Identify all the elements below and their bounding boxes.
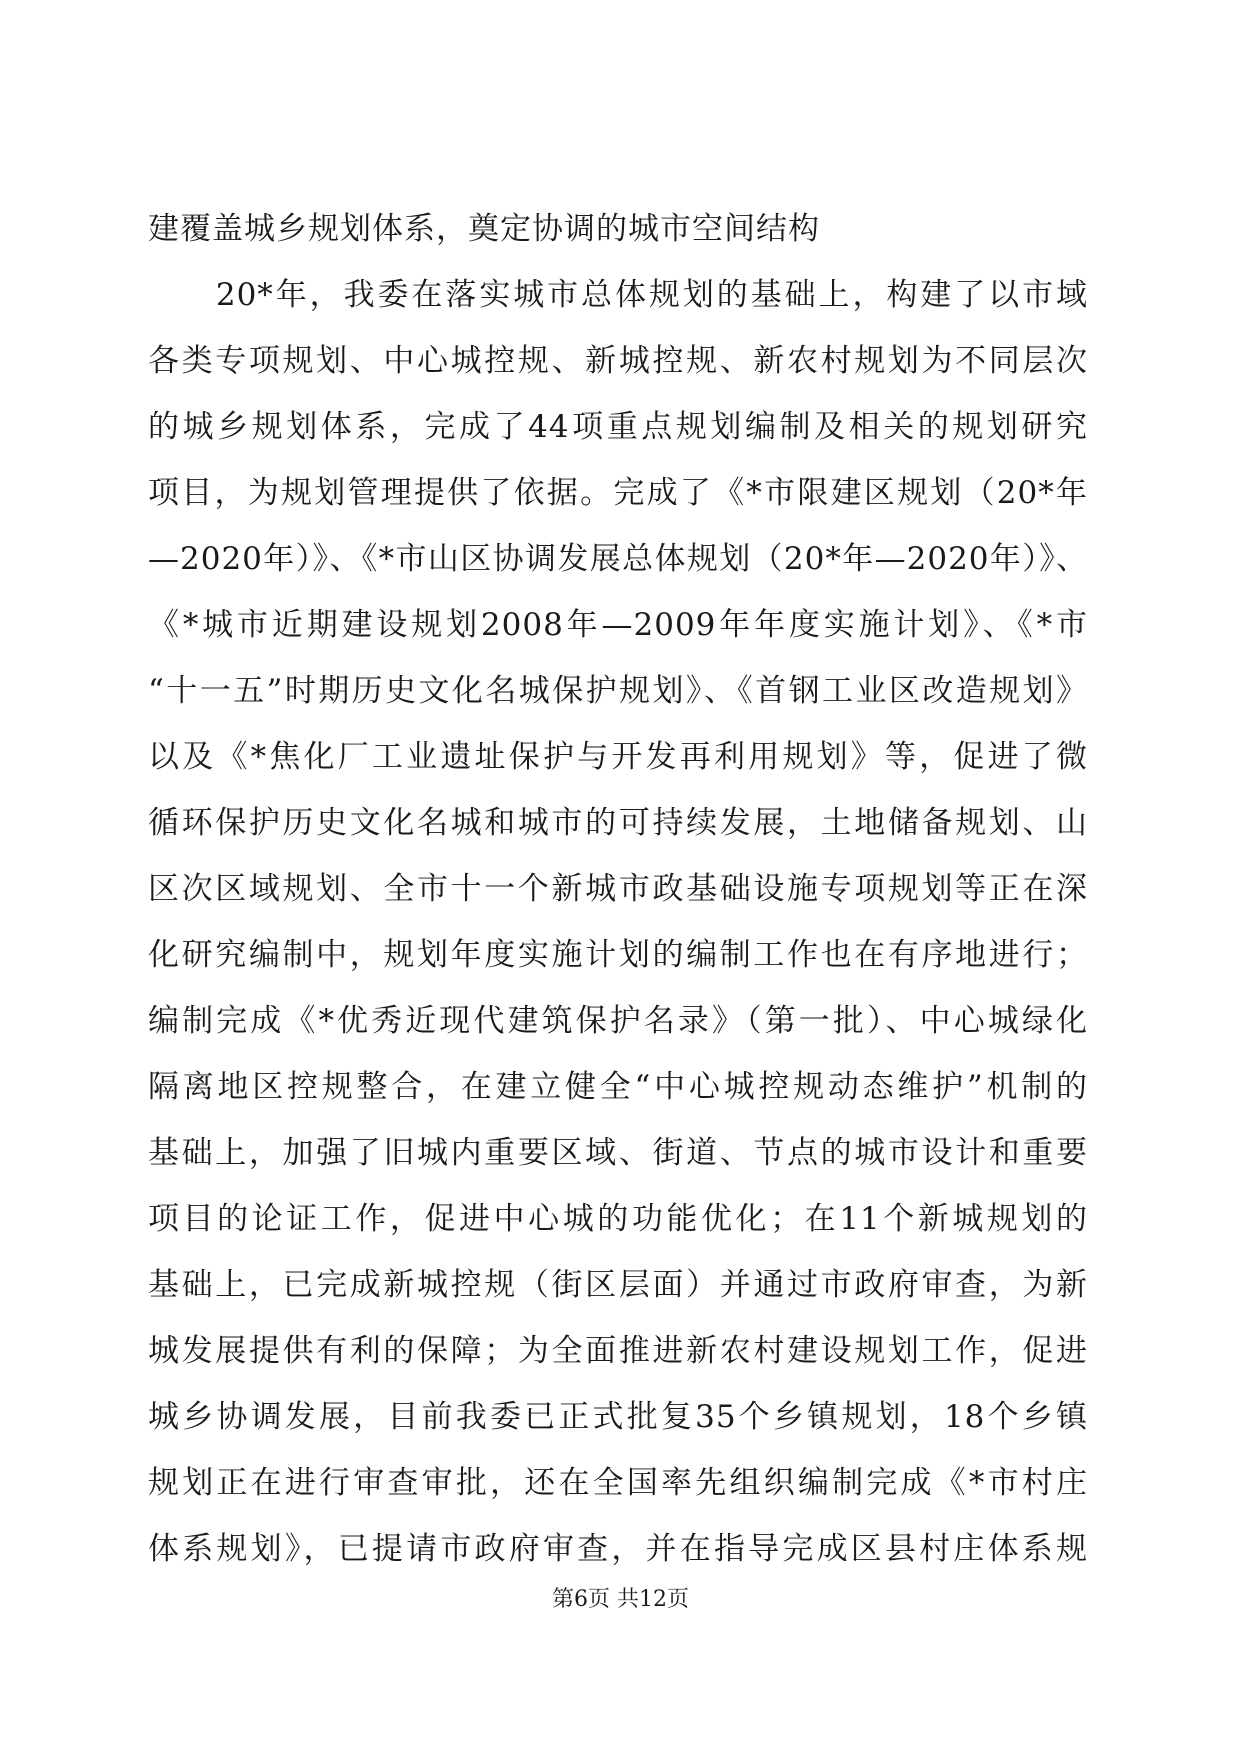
body-text-line: 各类专项规划、中心城控规、新城控规、新农村规划为不同层次 [148,343,1088,379]
body-text-line: 化研究编制中，规划年度实施计划的编制工作也在有序地进行； [148,937,1088,973]
body-text-line: 20*年，我委在落实城市总体规划的基础上，构建了以市域 [148,277,1088,313]
body-text-line: 隔离地区控规整合，在建立健全“中心城控规动态维护”机制的 [148,1069,1088,1105]
body-text-line: 编制完成《*优秀近现代建筑保护名录》（第一批）、中心城绿化 [148,1003,1088,1039]
page-footer: 第6页 共12页 [552,1587,689,1612]
section-heading: 建覆盖城乡规划体系，奠定协调的城市空间结构 [148,211,820,247]
body-text-line: 城乡协调发展，目前我委已正式批复35个乡镇规划，18个乡镇 [148,1399,1088,1435]
body-text-line: 基础上，已完成新城控规（街区层面）并通过市政府审查，为新 [148,1267,1088,1303]
body-text-line: —2020年）》、《*市山区协调发展总体规划（20*年—2020年）》、 [148,541,1088,577]
body-text-line: 项目，为规划管理提供了依据。完成了《*市限建区规划（20*年 [148,475,1088,511]
body-text-line: 项目的论证工作，促进中心城的功能优化；在11个新城规划的 [148,1201,1088,1237]
body-text-line: 体系规划》，已提请市政府审查，并在指导完成区县村庄体系规 [148,1531,1088,1567]
body-text-line: 基础上，加强了旧城内重要区域、街道、节点的城市设计和重要 [148,1135,1088,1171]
body-text-line: 《*城市近期建设规划2008年—2009年年度实施计划》、《*市 [148,607,1088,643]
body-text-line: 区次区域规划、全市十一个新城市政基础设施专项规划等正在深 [148,871,1088,907]
body-text-line: 城发展提供有利的保障；为全面推进新农村建设规划工作，促进 [148,1333,1088,1369]
body-text-line: “十一五”时期历史文化名城保护规划》、《首钢工业区改造规划》 [148,673,1088,709]
body-text-line: 的城乡规划体系，完成了44项重点规划编制及相关的规划研究 [148,409,1088,445]
body-text-line: 循环保护历史文化名城和城市的可持续发展，土地储备规划、山 [148,805,1088,841]
body-text-line: 以及《*焦化厂工业遗址保护与开发再利用规划》等，促进了微 [148,739,1088,775]
body-text-line: 规划正在进行审查审批，还在全国率先组织编制完成《*市村庄 [148,1465,1088,1501]
